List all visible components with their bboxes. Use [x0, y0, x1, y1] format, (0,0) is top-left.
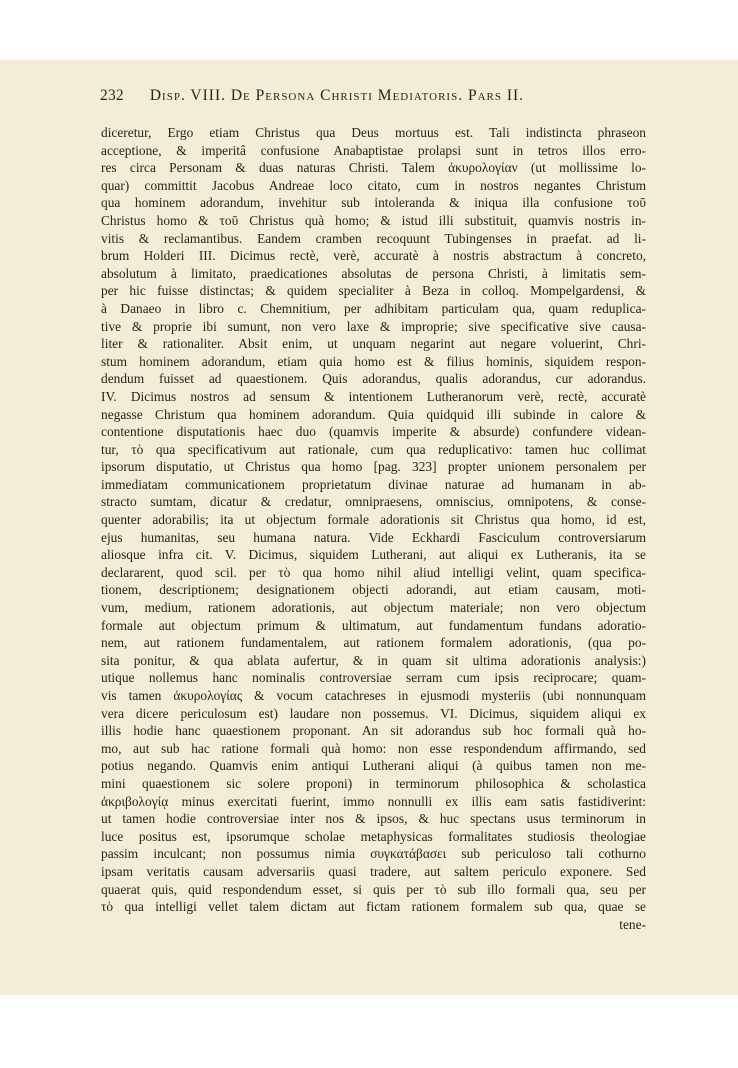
body-text	[101, 124, 646, 933]
text-line: vera dicere periculosum est) laudare non possemus. VI. Dicimus, siquidem aliqui ex	[101, 705, 646, 721]
catchword: tene-	[619, 916, 646, 932]
text-line: per hic fuisse distinctas; & quidem specialiter à Beza in colloq. Mompelgardensi, &	[101, 283, 646, 299]
text-line: res circa Personam & duas naturas Christi. Talem ἀκυρολογίαν (ut mollissime lo-	[101, 160, 646, 176]
text-line: ut tamen hodie controversiae inter nos & ipsos, & huc spectans usus terminorum in	[101, 811, 646, 827]
page-number: 232	[100, 87, 124, 104]
text-line: diceretur, Ergo etiam Christus qua Deus mortuus est. Tali indistincta phraseon	[101, 125, 646, 140]
running-head-title: Disp. VIII. De Persona Christi Mediatoris. Pars II.	[149, 87, 525, 104]
text-line: stracto sumtam, dicatur & credatur, omnipraesens, omniscius, omnipotens, & conse-	[101, 494, 646, 510]
text-line: absolutum à limitato, praedicationes absolutas de persona Christi, à limitatis sem-	[101, 265, 646, 281]
text-line: tive & proprie ibi sumunt, non vero laxe & improprie; sive specificative sive causa-	[101, 318, 646, 334]
text-line: vis tamen ἀκυρολογίας & vocum catachreses in ejusmodi mysteriis (ubi nonnunquam	[101, 688, 646, 703]
text-line: τὸ qua intelligi vellet talem dictam aut fictam rationem formalem sub qua, quae se	[101, 899, 646, 915]
text-line: illis hodie hanc quaestionem proponant. An sit adorandus sub hoc formali quà ho-	[101, 723, 646, 739]
text-line: utique nollemus hanc nominalis controversiae serram cum ipsis reciprocare; quam-	[101, 670, 646, 686]
text-line: brum Holderi III. Dicimus rectè, verè, accuratè à nostris abstractum à concreto,	[101, 248, 646, 264]
text-line: sita ponitur, & qua ablata aufertur, & in quam sit ultima adorationis analysis:)	[101, 652, 646, 668]
text-line: IV. Dicimus nostros ad sensum & intentionem Lutheranorum verè, rectè, accuratè	[101, 388, 646, 404]
text-line: ἀκριβολογίᾳ minus exercitati fuerint, immo nonnulli ex illis eam satis fastidiverint:	[101, 793, 646, 809]
running-header	[100, 87, 645, 105]
text-line: quaerat quis, quid respondendum esset, si quis per τὸ sub illo formali qua, seu per	[101, 881, 646, 897]
text-line: formale aut objectum primum & ultimatum, aut fundamentum fundans adoratio-	[101, 617, 646, 633]
text-line: mini quaestionem sic solere proponi) in terminorum philosophica & scholastica	[101, 775, 646, 791]
text-line: à Danaeo in libro c. Chemnitium, per adhibitam particulam qua, quam reduplica-	[101, 300, 646, 316]
text-line: luce positus est, ipsorumque scholae metaphysicas formalitates studiosis theologiae	[101, 828, 646, 844]
text-line: negasse Christum qua hominem adorandum. Quia quidquid illi subinde in calore &	[101, 406, 646, 422]
text-line: quar) committit Jacobus Andreae loco citato, cum in nostros negantes Christum	[101, 177, 646, 193]
text-line: declararent, quod scil. per τὸ qua homo nihil aliud intelligi velint, quam specifica-	[101, 564, 646, 580]
text-line: mo, aut sub hac ratione formali quà homo: non esse respondendum affirmando, sed	[101, 740, 646, 756]
text-line: contentione disputationis haec duo (quamvis imperite & absurde) confundere videan-	[101, 424, 646, 440]
text-line: stum hominem adorandum, etiam quia homo est & filius hominis, siquidem respon-	[101, 353, 646, 369]
text-line: quenter adorabilis; ita ut objectum formale adorationis sit Christus qua homo, id est,	[101, 512, 646, 528]
text-line: passim inculcant; non possumus nimia συγκατάβασει sub periculoso tali cothurno	[101, 846, 646, 862]
text-line: immediatam communicationem proprietatum divinae naturae ad humanam in ab-	[101, 476, 646, 492]
text-line: ipsorum disputatio, ut Christus qua homo [pag. 323] propter unionem personalem per	[101, 459, 646, 475]
text-line: ejus humanitas, seu humana natura. Vide Eckhardi Fasciculum controversiarum	[101, 529, 646, 545]
text-line: vitis & reclamantibus. Eandem cramben recoquunt Tubingenses in praefat. ad li-	[101, 230, 646, 246]
text-line: Christus homo & τοῦ Christus quà homo; & istud illi substituit, quamvis nostris in-	[101, 212, 646, 228]
text-line: acceptione, & imperitâ confusione Anabaptistae prolapsi sunt in tetros illos erro-	[101, 142, 646, 158]
text-line: tur, τὸ qua specificativum aut rationale, cum qua reduplicativo: tamen huc collimat	[101, 441, 646, 457]
text-line: dendum fuisset ad quaestionem. Quis adorandus, qualis adorandus, cur adorandus.	[101, 371, 646, 387]
text-line: ipsam veritatis causam adversariis quasi tradere, aut saltem periculo exponere. Sed	[101, 863, 646, 879]
text-line: nem, aut rationem fundamentalem, aut rationem formalem adorationis, (qua po-	[101, 635, 646, 651]
text-line: tionem, descriptionem; designationem objecti adorandi, aut etiam causam, moti-	[101, 582, 646, 598]
text-line: liter & rationaliter. Absit enim, ut unquam negarint aut negare voluerint, Chri-	[101, 336, 646, 352]
book-page	[0, 60, 738, 995]
text-line: vum, medium, rationem adorationis, aut objectum materiale; non vero objectum	[101, 600, 646, 616]
text-line: qua hominem adorandum, invehitur sub intoleranda & iniqua illa confusione τοῦ	[101, 195, 646, 211]
text-line: aliosque infra cit. V. Dicimus, siquidem Lutherani, aut aliqui ex Lutheranis, ita se	[101, 547, 646, 563]
text-line: potius negando. Quamvis enim antiqui Lutherani aliqui (à quibus tamen non me-	[101, 758, 646, 774]
